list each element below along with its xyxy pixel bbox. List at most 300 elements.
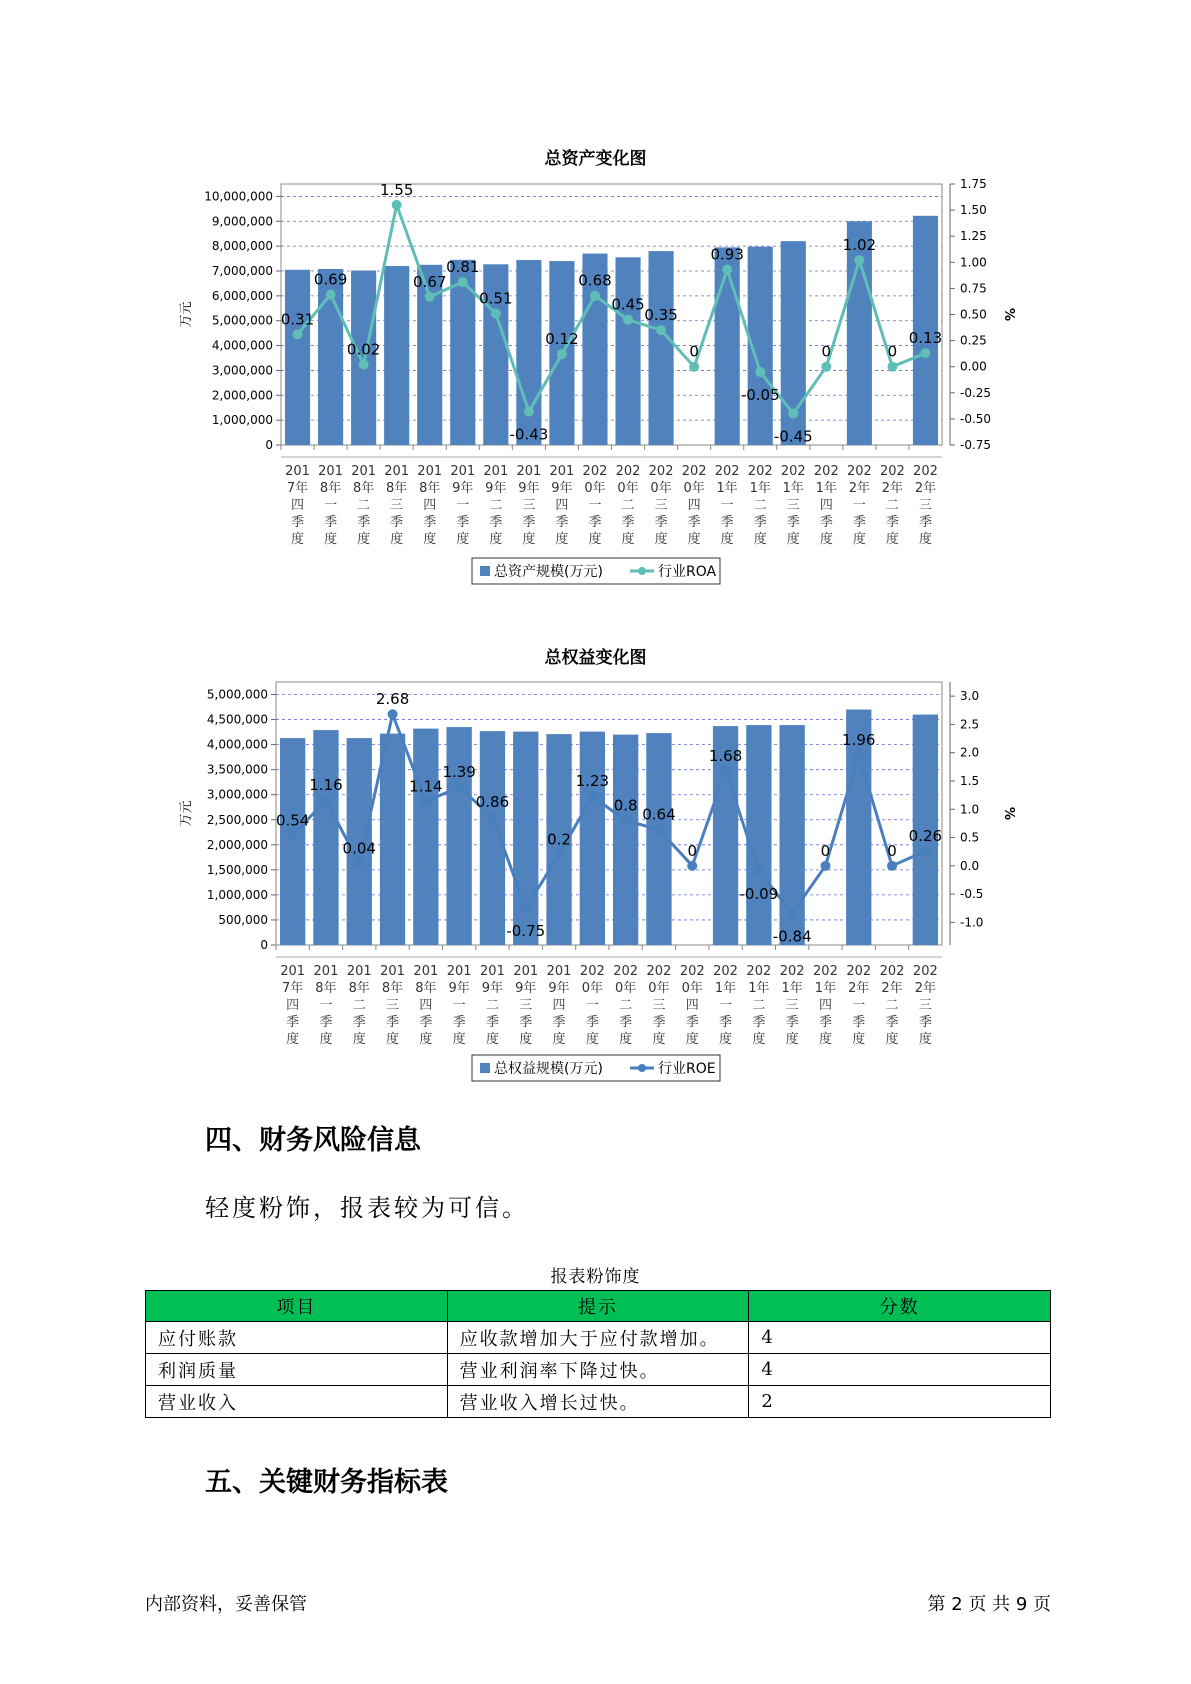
left-axis-tick-label: 5,000,000 — [211, 313, 273, 328]
table-row — [146, 1322, 1051, 1354]
line-point — [654, 825, 664, 835]
line-point — [321, 795, 331, 805]
x-axis-tick-label: 三 — [918, 498, 932, 513]
x-axis-tick-label: 季 — [423, 515, 437, 530]
right-axis-tick-label: 0.00 — [960, 359, 987, 374]
x-axis-tick-label: 季 — [918, 515, 932, 530]
x-axis-tick-label: 度 — [719, 1032, 733, 1047]
x-axis-tick-label: 度 — [885, 532, 899, 547]
x-axis-tick-label: 1年 — [714, 981, 737, 996]
x-axis-tick-label: 1年 — [748, 981, 770, 996]
x-axis-tick-label: 202 — [579, 964, 605, 979]
data-label: 0.02 — [346, 340, 381, 359]
table-row — [146, 1386, 1051, 1418]
left-axis-tick-label: 7,000,000 — [211, 264, 273, 278]
data-label: 0 — [821, 342, 832, 361]
x-axis-tick-label: 度 — [456, 532, 470, 547]
row-hint: 营业收入增长过快。 — [447, 1386, 749, 1418]
x-axis-tick-label: 四 — [291, 498, 305, 513]
x-axis-tick-label: 季 — [519, 1015, 533, 1030]
x-axis-tick-label: 季 — [852, 1015, 866, 1030]
x-axis-tick-label: 季 — [752, 1015, 766, 1030]
bar — [413, 729, 438, 945]
x-axis-tick-label: 季 — [456, 515, 470, 530]
x-axis-tick-label: 三 — [652, 998, 666, 1013]
x-axis-tick-label: 季 — [819, 515, 833, 530]
right-axis-tick-label: 2.5 — [960, 717, 980, 732]
x-axis-tick-label: 8年 — [315, 981, 337, 996]
line-point — [689, 362, 699, 372]
bar — [285, 270, 310, 445]
left-axis-tick-label: 0 — [260, 938, 268, 952]
row-score: 2 — [749, 1386, 1051, 1418]
x-axis-tick-label: 季 — [621, 515, 635, 530]
x-axis-tick-label: 四 — [818, 998, 832, 1013]
x-axis-tick-label: 三 — [390, 498, 404, 513]
x-axis-tick-label: 201 — [446, 964, 472, 979]
x-axis-tick-label: 季 — [386, 1015, 400, 1030]
x-axis-tick-label: 季 — [818, 1015, 832, 1030]
data-label: 0 — [887, 841, 897, 860]
data-label: 0.51 — [479, 289, 513, 308]
x-axis-tick-label: 202 — [747, 464, 773, 479]
x-axis-tick-label: 8年 — [348, 981, 370, 996]
x-axis-tick-label: 季 — [522, 515, 536, 530]
row-item: 营业收入 — [146, 1386, 448, 1418]
x-axis-tick-label: 201 — [546, 964, 572, 979]
x-axis-tick-label: 9年 — [452, 481, 474, 496]
x-axis-tick-label: 季 — [485, 1015, 499, 1030]
x-axis-tick-label: 季 — [390, 515, 404, 530]
x-axis-tick-label: 202 — [813, 464, 839, 479]
left-axis-tick-label: 1,500,000 — [206, 862, 268, 877]
x-axis-tick-label: 2年 — [881, 981, 903, 996]
x-axis-tick-label: 一 — [585, 998, 599, 1013]
line-point — [854, 750, 864, 760]
line-point — [854, 255, 864, 265]
left-axis-tick-label: 2,000,000 — [211, 388, 273, 403]
bar — [649, 251, 674, 445]
x-axis-tick-label: 度 — [419, 1032, 433, 1047]
data-label: 1.55 — [379, 180, 414, 199]
x-axis-tick-label: 0年 — [617, 481, 639, 496]
bar — [313, 730, 338, 945]
legend-bar-label: 总资产规模(万元) — [494, 564, 603, 580]
line-point — [887, 362, 897, 372]
x-axis-tick-label: 0年 — [683, 481, 705, 496]
x-axis-tick-label: 2年 — [914, 981, 936, 996]
x-axis-tick-label: 度 — [918, 1032, 932, 1047]
x-axis-tick-label: 201 — [483, 464, 509, 479]
row-item: 应付账款 — [146, 1322, 448, 1354]
chart1-title: 总资产变化图 — [544, 149, 647, 169]
x-axis-tick-label: 1年 — [782, 481, 804, 496]
left-axis-tick-label: 500,000 — [218, 912, 268, 927]
total-equity-chart — [0, 670, 1191, 1090]
x-axis-tick-label: 一 — [720, 498, 734, 513]
x-axis-tick-label: 季 — [555, 515, 569, 530]
left-axis-tick-label: 8,000,000 — [211, 239, 273, 254]
legend-line-marker — [638, 1064, 646, 1072]
data-label: -0.84 — [772, 927, 812, 946]
data-label: 1.68 — [708, 746, 743, 765]
x-axis-tick-label: 三 — [522, 498, 536, 513]
x-axis-tick-label: 0年 — [650, 481, 672, 496]
right-axis-tick-label: 1.25 — [960, 229, 987, 244]
x-axis-tick-label: 度 — [818, 1032, 832, 1047]
x-axis-tick-label: 度 — [786, 532, 800, 547]
x-axis-tick-label: 0年 — [615, 981, 637, 996]
left-axis-tick-label: 2,000,000 — [206, 837, 268, 852]
line-point — [554, 850, 564, 860]
x-axis-tick-label: 度 — [519, 1032, 533, 1047]
risk-table-header — [146, 1291, 1051, 1322]
data-label: 0.69 — [313, 270, 348, 289]
x-axis-tick-label: 二 — [352, 998, 366, 1013]
bar — [615, 257, 640, 445]
left-axis-tick-label: 0 — [265, 438, 273, 452]
left-axis-tick-label: 4,000,000 — [211, 338, 273, 353]
data-label: -0.43 — [509, 425, 549, 444]
data-label: 1.16 — [309, 776, 343, 795]
bar — [280, 738, 305, 945]
x-axis-tick-label: 季 — [654, 515, 668, 530]
right-axis-tick-label: 0.5 — [960, 830, 980, 845]
x-axis-tick-label: 四 — [423, 498, 437, 513]
x-axis-tick-label: 0年 — [581, 981, 603, 996]
x-axis-tick-label: 9年 — [548, 981, 570, 996]
risk-table — [145, 1290, 1051, 1418]
x-axis-tick-label: 四 — [552, 998, 566, 1013]
x-axis-tick-label: 202 — [582, 464, 608, 479]
line-point — [524, 407, 534, 417]
x-axis-tick-label: 2年 — [914, 481, 937, 496]
x-axis-tick-label: 201 — [516, 464, 542, 479]
x-axis-tick-label: 度 — [352, 1032, 366, 1047]
x-axis-tick-label: 8年 — [419, 481, 441, 496]
x-axis-tick-label: 季 — [786, 515, 800, 530]
line-point — [557, 349, 567, 359]
data-label: 0 — [887, 342, 898, 361]
x-axis-tick-label: 二 — [885, 998, 899, 1013]
left-axis-tick-label: 3,000,000 — [206, 787, 268, 802]
data-label: 0.13 — [908, 329, 943, 348]
left-axis-label: 万元 — [179, 301, 194, 328]
line-point — [392, 200, 402, 210]
x-axis-tick-label: 202 — [879, 964, 905, 979]
line-point — [326, 290, 336, 300]
line-point — [820, 861, 830, 871]
left-axis-tick-label: 3,500,000 — [206, 762, 268, 777]
legend-line-label: 行业ROE — [658, 1061, 716, 1077]
x-axis-tick-label: 季 — [352, 1015, 366, 1030]
right-axis-tick-label: 0.75 — [960, 281, 987, 296]
legend-bar-swatch — [480, 1063, 490, 1073]
x-axis-tick-label: 202 — [913, 464, 938, 479]
x-axis-tick-label: 二 — [885, 498, 899, 513]
x-axis-tick-label: 三 — [918, 998, 932, 1013]
left-axis-tick-label: 4,000,000 — [206, 737, 268, 752]
x-axis-tick-label: 201 — [549, 464, 575, 479]
line-point — [920, 846, 930, 856]
line-point — [687, 861, 697, 871]
header-hint: 提示 — [447, 1291, 749, 1322]
x-axis-tick-label: 三 — [519, 998, 533, 1013]
left-axis-tick-label: 2,500,000 — [206, 812, 268, 827]
line-point — [388, 709, 398, 719]
x-axis-tick-label: 度 — [452, 1032, 466, 1047]
row-item: 利润质量 — [146, 1354, 448, 1386]
legend-line-marker — [638, 567, 646, 575]
section5-heading: 五、关键财务指标表 — [205, 1467, 448, 1498]
x-axis-tick-label: 202 — [648, 464, 674, 479]
x-axis-tick-label: 季 — [588, 515, 602, 530]
line-point — [487, 812, 497, 822]
x-axis-tick-label: 季 — [324, 515, 338, 530]
data-label: 1.14 — [409, 777, 443, 796]
line-point — [293, 329, 303, 339]
left-axis-tick-label: 3,000,000 — [211, 363, 273, 378]
x-axis-tick-label: 三 — [654, 498, 668, 513]
x-axis-tick-label: 度 — [390, 532, 404, 547]
x-axis-tick-label: 8年 — [381, 981, 404, 996]
data-label: 2.68 — [375, 690, 410, 709]
x-axis-tick-label: 二 — [753, 498, 767, 513]
x-axis-tick-label: 四 — [685, 998, 699, 1013]
x-axis-tick-label: 202 — [714, 464, 740, 479]
right-axis-tick-label: 1.5 — [960, 773, 980, 788]
data-label: 0.12 — [545, 330, 579, 349]
x-axis-tick-label: 季 — [753, 515, 767, 530]
x-axis-tick-label: 1年 — [749, 481, 771, 496]
x-axis-tick-label: 一 — [456, 498, 470, 513]
x-axis-tick-label: 季 — [286, 1015, 300, 1030]
x-axis-tick-label: 度 — [819, 532, 833, 547]
x-axis-tick-label: 度 — [852, 532, 866, 547]
data-label: 0.35 — [644, 306, 678, 325]
x-axis-tick-label: 季 — [357, 515, 371, 530]
header-item: 项目 — [146, 1291, 448, 1322]
x-axis-tick-label: 季 — [452, 1015, 466, 1030]
x-axis-tick-label: 度 — [687, 532, 701, 547]
line-point — [821, 362, 831, 372]
x-axis-tick-label: 季 — [785, 1015, 799, 1030]
x-axis-tick-label: 季 — [852, 515, 866, 530]
line-point — [787, 908, 797, 918]
line-point — [359, 360, 369, 370]
data-label: 0.45 — [611, 295, 645, 314]
data-label: 0.26 — [908, 827, 943, 846]
data-label: 0.8 — [613, 796, 638, 815]
right-axis-label: % — [1001, 806, 1016, 821]
data-label: 0.54 — [275, 811, 310, 830]
x-axis-tick-label: 二 — [752, 998, 766, 1013]
bar — [384, 266, 409, 445]
x-axis-tick-label: 度 — [654, 532, 668, 547]
left-axis-label: 万元 — [179, 800, 194, 827]
right-axis-tick-label: 1.75 — [960, 177, 987, 191]
right-axis-tick-label: -1.0 — [960, 915, 984, 930]
line-point — [788, 409, 798, 419]
risk-summary: 轻度粉饰，报表较为可信。 — [205, 1194, 529, 1222]
right-axis-tick-label: 3.0 — [960, 689, 980, 704]
x-axis-tick-label: 四 — [687, 498, 701, 513]
x-axis-tick-label: 季 — [685, 1015, 699, 1030]
data-label: 0 — [687, 841, 698, 860]
bar — [516, 260, 541, 445]
left-axis-tick-label: 4,500,000 — [206, 712, 268, 727]
right-axis-tick-label: 1.00 — [960, 255, 987, 270]
x-axis-tick-label: 201 — [413, 964, 439, 979]
x-axis-tick-label: 202 — [615, 464, 641, 479]
data-label: 0 — [689, 342, 699, 361]
x-axis-tick-label: 度 — [423, 532, 437, 547]
x-axis-tick-label: 度 — [619, 1032, 633, 1047]
left-axis-tick-label: 10,000,000 — [204, 189, 273, 204]
x-axis-tick-label: 201 — [285, 464, 310, 479]
line-point — [722, 265, 732, 275]
x-axis-tick-label: 202 — [912, 964, 938, 979]
bar — [613, 735, 638, 945]
data-label: 0.68 — [578, 271, 612, 290]
line-point — [425, 292, 435, 302]
x-axis-tick-label: 季 — [918, 1015, 932, 1030]
row-hint: 应收款增加大于应付款增加。 — [447, 1322, 749, 1354]
left-axis-tick-label: 5,000,000 — [206, 687, 268, 702]
line-point — [621, 816, 631, 826]
legend-bar-swatch — [480, 566, 490, 576]
x-axis-tick-label: 季 — [885, 1015, 899, 1030]
x-axis-tick-label: 四 — [819, 498, 833, 513]
x-axis-tick-label: 度 — [324, 532, 338, 547]
x-axis-tick-label: 201 — [346, 964, 372, 979]
x-axis-tick-label: 一 — [719, 998, 733, 1013]
x-axis-tick-label: 0年 — [584, 481, 606, 496]
x-axis-tick-label: 度 — [485, 1032, 499, 1047]
bar — [580, 732, 605, 945]
x-axis-tick-label: 201 — [380, 964, 405, 979]
x-axis-tick-label: 202 — [846, 464, 872, 479]
right-axis-tick-label: -0.75 — [960, 438, 992, 452]
line-point — [754, 866, 764, 876]
line-point — [887, 861, 897, 871]
bar — [746, 725, 771, 945]
x-axis-tick-label: 一 — [588, 498, 602, 513]
x-axis-tick-label: 度 — [286, 1032, 300, 1047]
x-axis-tick-label: 2年 — [881, 481, 904, 496]
x-axis-tick-label: 8年 — [319, 481, 342, 496]
x-axis-tick-label: 度 — [522, 532, 536, 547]
data-label: 0.93 — [710, 245, 744, 264]
header-score: 分数 — [749, 1291, 1051, 1322]
x-axis-tick-label: 度 — [489, 532, 503, 547]
x-axis-tick-label: 季 — [720, 515, 734, 530]
x-axis-tick-label: 四 — [286, 998, 300, 1013]
data-label: 0.64 — [642, 805, 676, 824]
x-axis-tick-label: 7年 — [282, 981, 304, 996]
x-axis-tick-label: 度 — [291, 532, 305, 547]
bar — [847, 221, 872, 445]
x-axis-tick-label: 度 — [918, 532, 932, 547]
data-label: 1.39 — [442, 763, 476, 782]
x-axis-tick-label: 9年 — [448, 981, 470, 996]
x-axis-tick-label: 季 — [585, 1015, 599, 1030]
x-axis-tick-label: 2年 — [848, 981, 870, 996]
x-axis-tick-label: 202 — [746, 964, 772, 979]
right-axis-tick-label: -0.50 — [960, 411, 992, 426]
line-point — [721, 766, 731, 776]
data-label: -0.45 — [773, 427, 813, 446]
data-label: 0.81 — [446, 258, 480, 277]
x-axis-tick-label: 201 — [513, 964, 539, 979]
x-axis-tick-label: 9年 — [515, 981, 537, 996]
x-axis-tick-label: 度 — [785, 1032, 799, 1047]
x-axis-tick-label: 度 — [386, 1032, 400, 1047]
left-axis-tick-label: 6,000,000 — [211, 288, 273, 303]
x-axis-tick-label: 8年 — [386, 481, 408, 496]
right-axis-tick-label: 1.50 — [960, 203, 987, 218]
x-axis-tick-label: 度 — [885, 1032, 899, 1047]
x-axis-tick-label: 一 — [319, 998, 333, 1013]
row-hint: 营业利润率下降过快。 — [447, 1354, 749, 1386]
x-axis-tick-label: 201 — [313, 964, 339, 979]
x-axis-tick-label: 202 — [880, 464, 905, 479]
legend-bar-label: 总权益规模(万元) — [494, 1061, 603, 1077]
bar — [715, 247, 740, 445]
x-axis-tick-label: 季 — [719, 1015, 733, 1030]
data-label: 0.86 — [475, 793, 510, 812]
x-axis-tick-label: 8年 — [415, 981, 437, 996]
x-axis-tick-label: 季 — [489, 515, 503, 530]
x-axis-tick-label: 三 — [785, 998, 799, 1013]
line-point — [623, 315, 633, 325]
x-axis-tick-label: 季 — [319, 1015, 333, 1030]
line-point — [587, 791, 597, 801]
x-axis-tick-label: 一 — [324, 498, 338, 513]
x-axis-tick-label: 三 — [786, 498, 800, 513]
x-axis-tick-label: 1年 — [781, 981, 803, 996]
x-axis-tick-label: 季 — [552, 1015, 566, 1030]
x-axis-tick-label: 度 — [720, 532, 734, 547]
x-axis-tick-label: 202 — [813, 964, 838, 979]
data-label: 0 — [820, 841, 831, 860]
x-axis-tick-label: 度 — [621, 532, 635, 547]
right-axis-tick-label: 2.0 — [960, 745, 980, 760]
right-axis-tick-label: 1.0 — [960, 802, 980, 817]
line-point — [421, 796, 431, 806]
data-label: 0.2 — [547, 830, 571, 849]
x-axis-tick-label: 201 — [318, 464, 343, 479]
x-axis-tick-label: 度 — [585, 1032, 599, 1047]
x-axis-tick-label: 度 — [588, 532, 602, 547]
x-axis-tick-label: 一 — [852, 498, 866, 513]
x-axis-tick-label: 1年 — [716, 481, 738, 496]
x-axis-tick-label: 度 — [357, 532, 371, 547]
x-axis-tick-label: 8年 — [352, 481, 375, 496]
section4-heading: 四、财务风险信息 — [205, 1125, 421, 1156]
left-axis-tick-label: 1,000,000 — [206, 887, 268, 902]
line-point — [454, 782, 464, 792]
data-label: -0.05 — [740, 385, 780, 404]
x-axis-tick-label: 三 — [386, 998, 400, 1013]
x-axis-tick-label: 度 — [555, 532, 569, 547]
x-axis-tick-label: 201 — [450, 464, 476, 479]
table-row — [146, 1354, 1051, 1386]
risk-table-caption: 报表粉饰度 — [550, 1267, 641, 1287]
line-point — [354, 859, 364, 869]
line-point — [755, 367, 765, 377]
x-axis-tick-label: 202 — [613, 964, 639, 979]
